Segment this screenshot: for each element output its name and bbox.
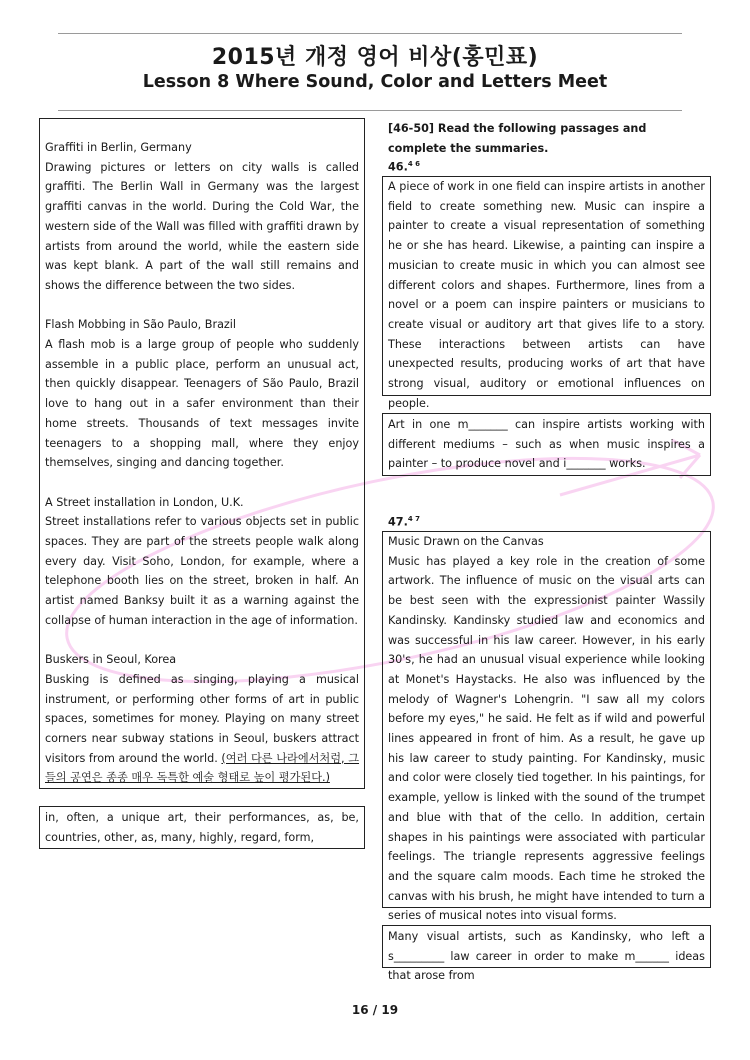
- translation-prompt: (여러 다른 나라에서처럼, 그들의 공연은 종종 매우 독특한 예술 형태로 높이 평가된다.): [45, 751, 360, 785]
- q47-sup: 4 7: [407, 515, 421, 523]
- q47-summary-box: [382, 925, 711, 983]
- section-heading-street-installation: A Street installation in London, U.K.: [45, 495, 244, 509]
- page-title: 2015년 개정 영어 비상(홍민표): [211, 45, 539, 70]
- q47-heading: Music Drawn on the Canvas: [388, 535, 544, 548]
- section-body-flash-mob: A flash mob is a large group of people who suddenly assemble in a public place, perform an unusual act, then quickly disappear. Teenagers of São Paulo, Brazil love to hang out in a safer environment than their home streets. Thousands of text messages invite teenagers to a shopping mall, where they enjoy themselves, singing and dancing together.: [45, 338, 359, 470]
- question-46-number: [388, 160, 420, 174]
- word-bank-text: in, often, a unique art, their performances, as, be, countries, other, as, many, highly, regard, form,: [45, 811, 359, 844]
- section-heading-flash-mob: Flash Mobbing in São Paulo, Brazil: [45, 318, 237, 332]
- q46-summary: Art in one m_______ can inspire artists working with different mediums – such as when music inspires a painter – to produce novel and i_______ works.: [388, 418, 705, 471]
- section-body-buskers: [45, 670, 359, 788]
- word-bank-box: [39, 806, 365, 849]
- q47-summary: Many visual artists, such as Kandinsky, who left a s_________ law career in order to make m______ ideas that arose from: [388, 930, 705, 983]
- left-passage-box: [39, 118, 365, 789]
- q47-passage: Music has played a key role in the creation of some artwork. The influence of music on the visual arts can be best seen with the expressionist painter Wassily Kandinsky. Kandinsky studied law and economics and was successful in his law career. However, in his early 30's, he had an unusual visual experience while looking at Monet's Haystacks. He also was influenced by the melody of Wagner's Lohengrin. "I saw all my colors before my eyes," he said. He felt as if wild and powerful lines appeared in front of him. As a result, he gave up his law career to study painting. For Kandinsky, music and color were closely tied together. In his paintings, for example, yellow is linked with the sound of the trumpet and blue with that of the cello. In addition, certain shapes in his paintings were associated with particular feelings. The triangle represents aggressive feelings and the square calm moods. Each time he stroked the canvas with his brush, he might have intended to turn a series of musical notes into visual forms.: [388, 554, 705, 923]
- instructions: [46-50] Read the following passages and complete the summaries.: [388, 122, 647, 155]
- page-number: 16 / 19: [351, 1003, 399, 1017]
- buskers-body-text: Busking is defined as singing, playing a musical instrument, or performing other forms of art in public spaces, sometimes for money. Playing on many street corners near subway stations in Seoul, buskers attract visitors from around the world.: [45, 672, 359, 765]
- q46-sup: 4 6: [407, 160, 421, 168]
- q46-number-text: 46.: [388, 160, 408, 174]
- question-47-number: [388, 515, 420, 529]
- section-body-graffiti: Drawing pictures or letters on city walls is called graffiti. The Berlin Wall in Germany was the largest graffiti canvas in the world. During the Cold War, the western side of the Wall was filled with graffiti drawn by artists from around the world, while the eastern side was kept blank. A part of the wall still remains and shows the difference between the two sides.: [45, 160, 359, 292]
- q47-passage-box: [382, 531, 711, 923]
- q46-passage-box: [382, 176, 711, 410]
- section-body-street-installation: Street installations refer to various objects set in public spaces. They are part of the streets people walk along every day. Visit Soho, London, for example, where a telephone booth lies on the street, broken in half. An artist named Banksy built it as a warning against the collapse of human interaction in the age of information.: [45, 515, 359, 627]
- top-rule: [58, 33, 682, 34]
- section-heading-graffiti: Graffiti in Berlin, Germany: [45, 141, 192, 154]
- q47-number-text: 47.: [388, 515, 408, 529]
- section-heading-buskers: Buskers in Seoul, Korea: [45, 653, 177, 667]
- header-rule: [58, 110, 682, 111]
- q46-summary-box: [382, 413, 711, 476]
- lesson-subtitle: Lesson 8 Where Sound, Color and Letters Meet: [142, 72, 608, 92]
- q46-passage: A piece of work in one field can inspire artists in another field to create something new. Music can inspire a painter to create a visual representation of something he or she has heard. Likewise, a painting can inspire a musician to create music in which you can almost see different colors and shapes. Furthermore, lines from a novel or a poem can inspire painters or musicians to create visual or auditory art that gives life to a story. These interactions between artists can have unexpected results, producing works of art that have strong visual, auditory or emotional influences on people.: [388, 180, 705, 410]
